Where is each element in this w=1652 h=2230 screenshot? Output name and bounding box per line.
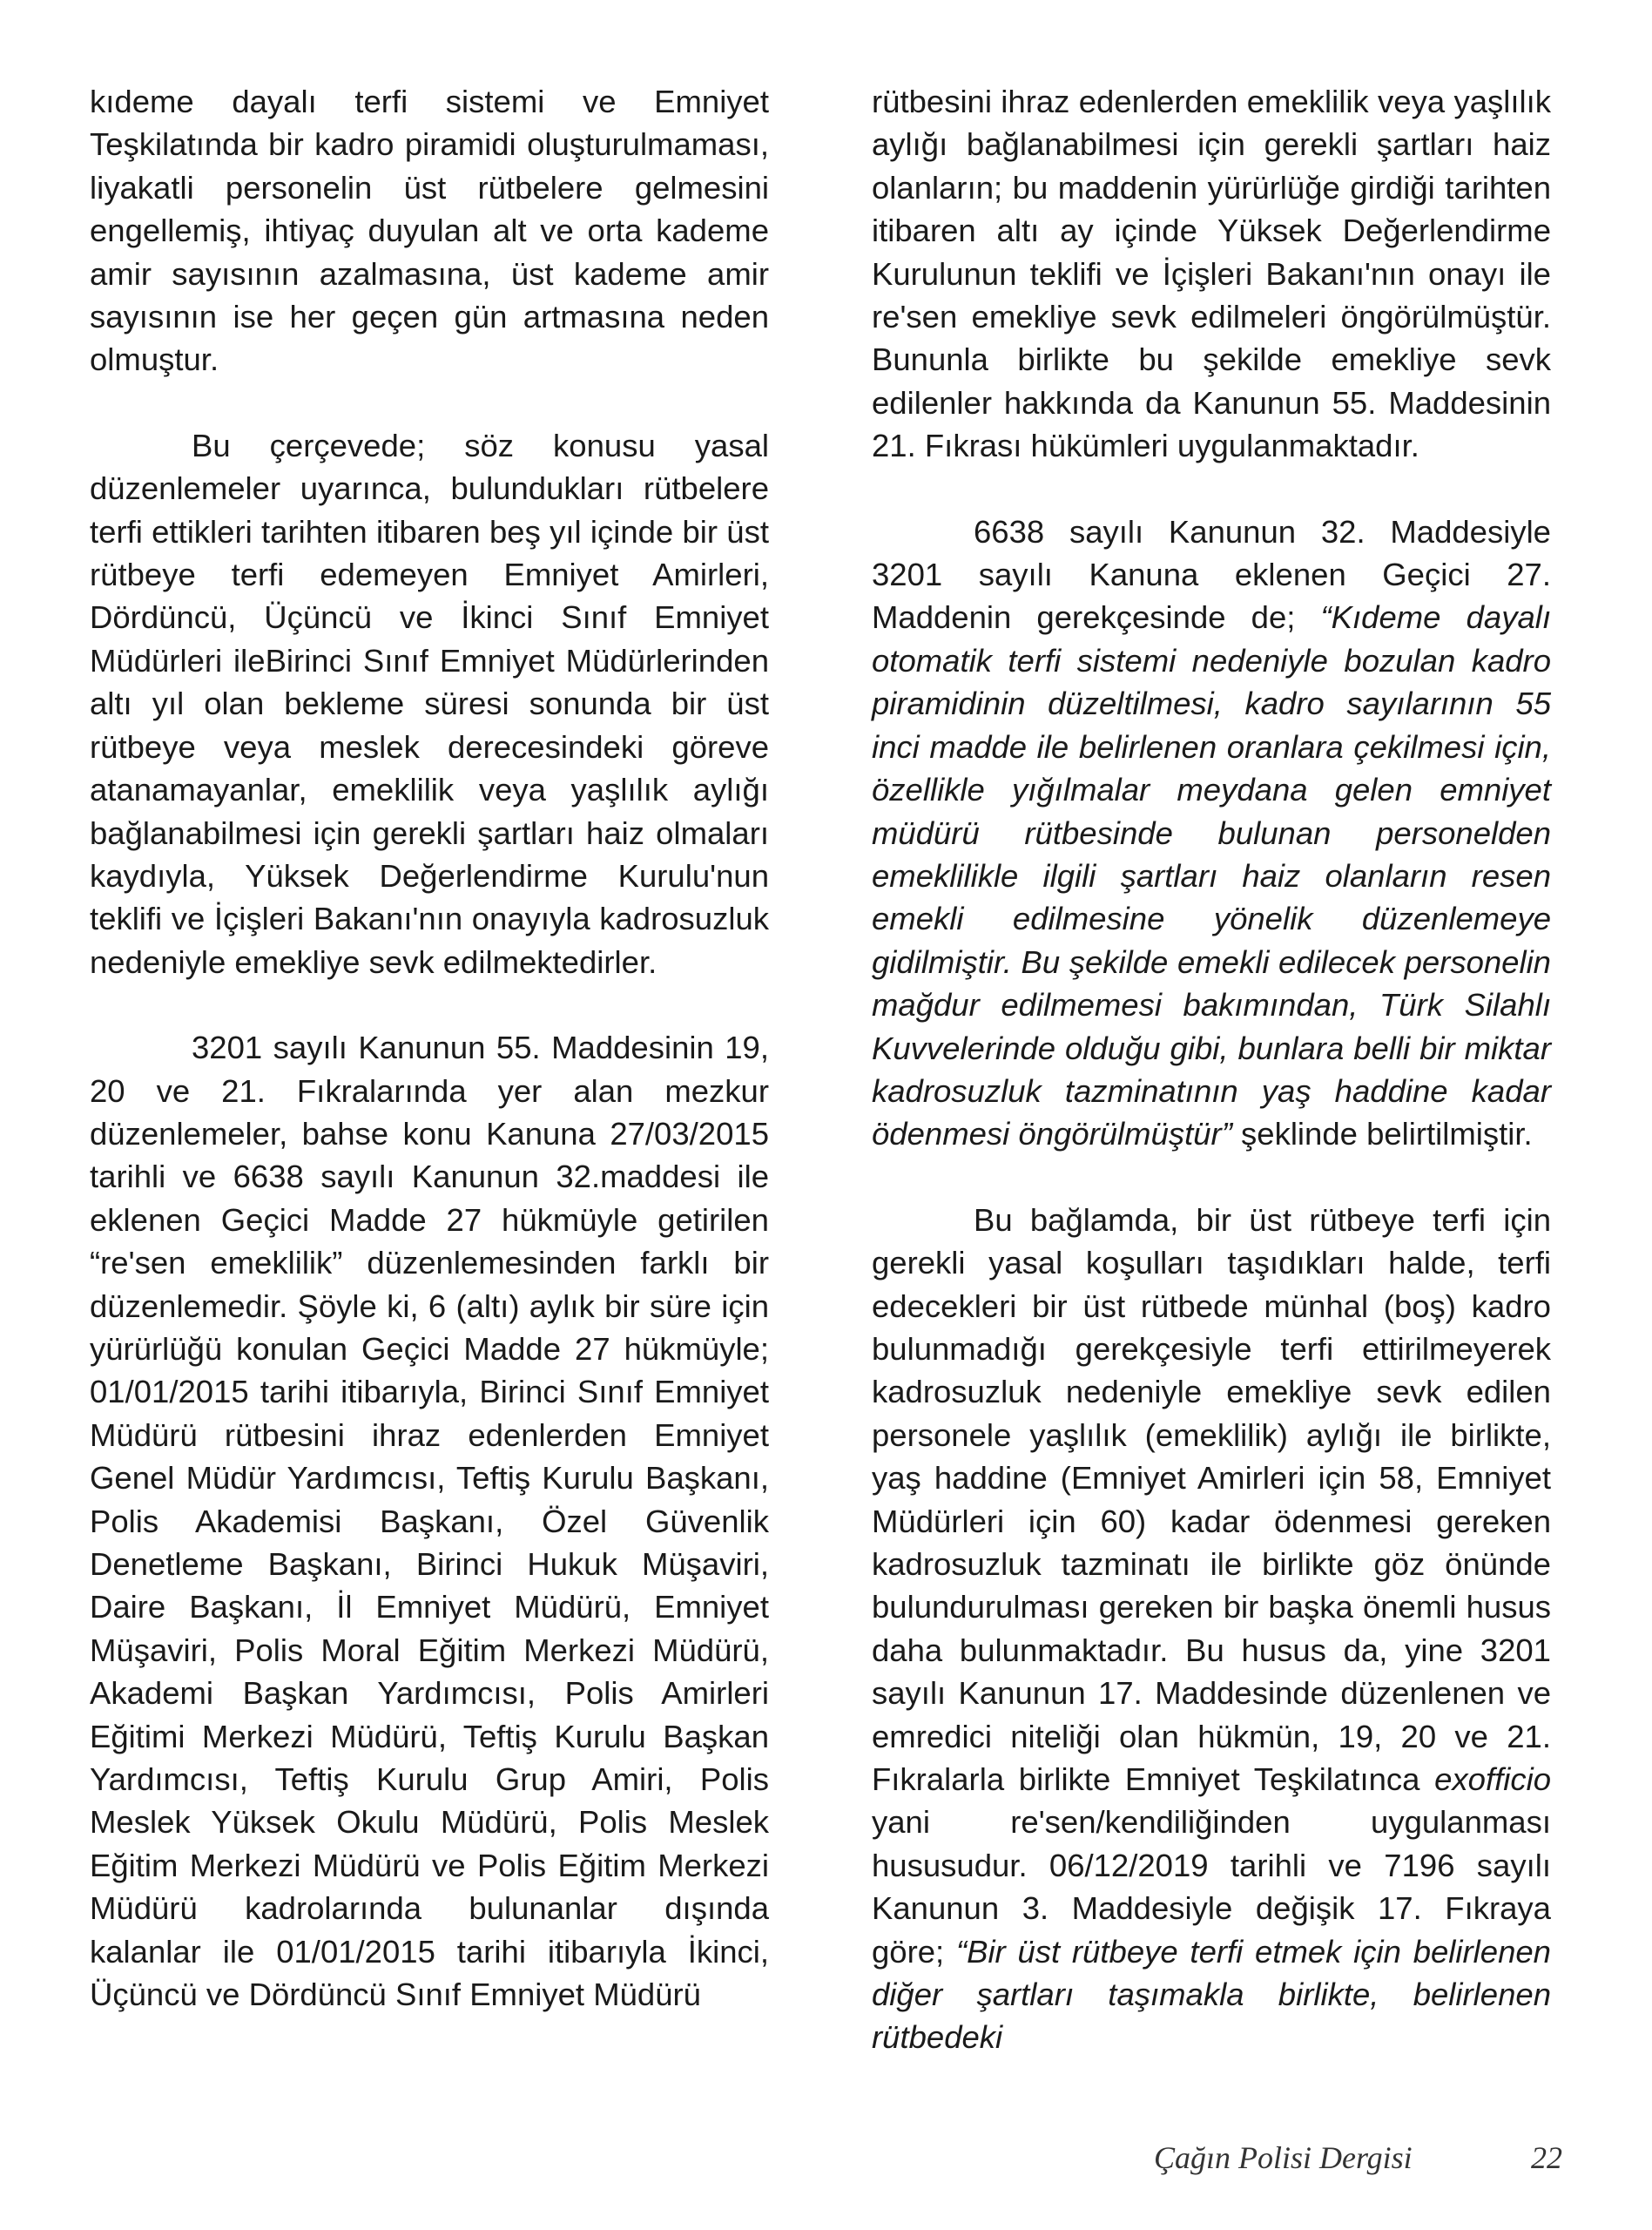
quoted-rationale: “Kıdeme dayalı otomatik terfi sistemi nedeniyle bozulan kadro piramidinin düzeltilmesi, kadro sayılarının 55 inci madde ile belirlenen oranlara çekilmesi için, özellikle yığılmalar meydana gelen emniyet müdürü rütbesinde bulunan personelden emeklilikle ilgili şartları haiz olanların resen emekli edilmesine yönelik düzenlemeye gidilmiştir. Bu şekilde emekli edilecek personelin mağdur edilmemesi bakımından, Türk Silahlı Kuvvelerinde olduğu gibi, bunlara belli bir miktar kadrosuzluk tazminatının yaş haddine kadar ödenmesi öngörülmüştür” bbox=[872, 599, 1551, 1152]
page-number: 22 bbox=[1531, 2140, 1562, 2175]
paragraph-text: 6638 sayılı Kanunun 32. Maddesiyle 3201 sayılı Kanuna eklenen Geçici 27. Maddenin gerekçesinde de; bbox=[872, 513, 1551, 636]
quoted-law-text: “Bir üst rütbeye terfi etmek için belirlenen diğer şartları taşımakla birlikte, belirlenen rütbedeki bbox=[872, 1933, 1551, 2056]
paragraph-text: Bu bağlamda, bir üst rütbeye terfi için gerekli yasal koşulları taşıdıkları halde, terfi edecekleri bir üst rütbede münhal (boş) kadro bulunmadığı gerekçesiyle terfi ettirilmeyerek kadrosuzluk nedeniyle emekliye sevk edilen personele yaşlılık (emeklilik) aylığı ile birlikte, yaş haddine (Emniyet Amirleri için 58, Emniyet Müdürleri için 60) kadar ödenmesi gereken kadrosuzluk tazminatı ile birlikte göz önünde bulundurulması gereken bir başka önemli husus daha bulunmaktadır. Bu husus da, yine 3201 sayılı Kanunun 17. Maddesinde düzenlenen ve emredici niteliği olan hükmün, 19, 20 ve 21. Fıkralarla birlikte Emniyet Teşkilatınca bbox=[872, 1201, 1551, 1798]
paragraph: rütbesini ihraz edenlerden emeklilik veya yaşlılık aylığı bağlanabilmesi için gerekli şartları haiz olanların; bu maddenin yürürlüğe girdiği tarihten itibaren altı ay içinde Yüksek Değerlendirme Kurulunun teklifi ve İçişleri Bakanı'nın onayı ile re'sen emekliye sevk edilmeleri öngörülmüştür. Bununla birlikte bu şekilde emekliye sevk edilenler hakkında da Kanunun 55. Maddesinin 21. Fıkrası hükümleri uygulanmaktadır. bbox=[872, 84, 1551, 464]
right-column bbox=[872, 80, 1551, 2059]
paragraph bbox=[872, 1199, 1551, 2059]
paragraph-text: şeklinde belirtilmiştir. bbox=[1231, 1116, 1533, 1152]
paragraph: kıdeme dayalı terfi sistemi ve Emniyet Teşkilatında bir kadro piramidi oluşturulmaması, liyakatli personelin üst rütbelere gelmesini engellemiş, ihtiyaç duyulan alt ve orta kademe amir sayısının azalmasına, üst kademe amir sayısının ise her geçen gün artmasına neden olmuştur. bbox=[90, 84, 769, 378]
latin-term: exofficio bbox=[1434, 1761, 1551, 1798]
paragraph bbox=[872, 510, 1551, 1156]
left-column bbox=[90, 80, 769, 2016]
magazine-title: Çağın Polisi Dergisi bbox=[1154, 2140, 1413, 2175]
paragraph: 3201 sayılı Kanunun 55. Maddesinin 19, 20 ve 21. Fıkralarında yer alan mezkur düzenlemeler, bahse konu Kanuna 27/03/2015 tarihli ve 6638 sayılı Kanunun 32.maddesi ile eklenen Geçici Madde 27 hükmüyle getirilen “re'sen emeklilik” düzenlemesinden farklı bir düzenlemedir. Şöyle ki, 6 (altı) aylık bir süre için yürürlüğü konulan Geçici Madde 27 hükmüyle; 01/01/2015 tarihi itibarıyla, Birinci Sınıf Emniyet Müdürü rütbesini ihraz edenlerden Emniyet Genel Müdür Yardımcısı, Teftiş Kurulu Başkanı, Polis Akademisi Başkanı, Özel Güvenlik Denetleme Başkanı, Birinci Hukuk Müşaviri, Daire Başkanı, İl Emniyet Müdürü, Emniyet Müşaviri, Polis Moral Eğitim Merkezi Müdürü, Akademi Başkan Yardımcısı, Polis Amirleri Eğitimi Merkezi Müdürü, Teftiş Kurulu Başkan Yardımcısı, Teftiş Kurulu Grup Amiri, Polis Meslek Yüksek Okulu Müdürü, Polis Meslek Eğitim Merkezi Müdürü ve Polis Eğitim Merkezi Müdürü kadrolarında bulunanlar dışında kalanlar ile 01/01/2015 tarihi itibarıyla İkinci, Üçüncü ve Dördüncü Sınıf Emniyet Müdürü bbox=[90, 1030, 769, 2013]
page-footer bbox=[0, 2139, 1652, 2192]
paragraph-text: yani re'sen/kendiliğinden uygulanması hususudur. 06/12/2019 tarihli ve 7196 sayılı Kanunun 3. Maddesiyle değişik 17. Fıkraya göre; bbox=[872, 1804, 1551, 1970]
paragraph: Bu çerçevede; söz konusu yasal düzenlemeler uyarınca, bulundukları rütbelere terfi ettikleri tarihten itibaren beş yıl içinde bir üst rütbeye terfi edemeyen Emniyet Amirleri, Dördüncü, Üçüncü ve İkinci Sınıf Emniyet Müdürleri ileBirinci Sınıf Emniyet Müdürlerinden altı yıl olan bekleme süresi sonunda bir üst rütbeye veya meslek derecesindeki göreve atanamayanlar, emeklilik veya yaşlılık aylığı bağlanabilmesi için gerekli şartları haiz olmaları kaydıyla, Yüksek Değerlendirme Kurulu'nun teklifi ve İçişleri Bakanı'nın onayıyla kadrosuzluk nedeniyle emekliye sevk edilmektedirler. bbox=[90, 427, 769, 980]
